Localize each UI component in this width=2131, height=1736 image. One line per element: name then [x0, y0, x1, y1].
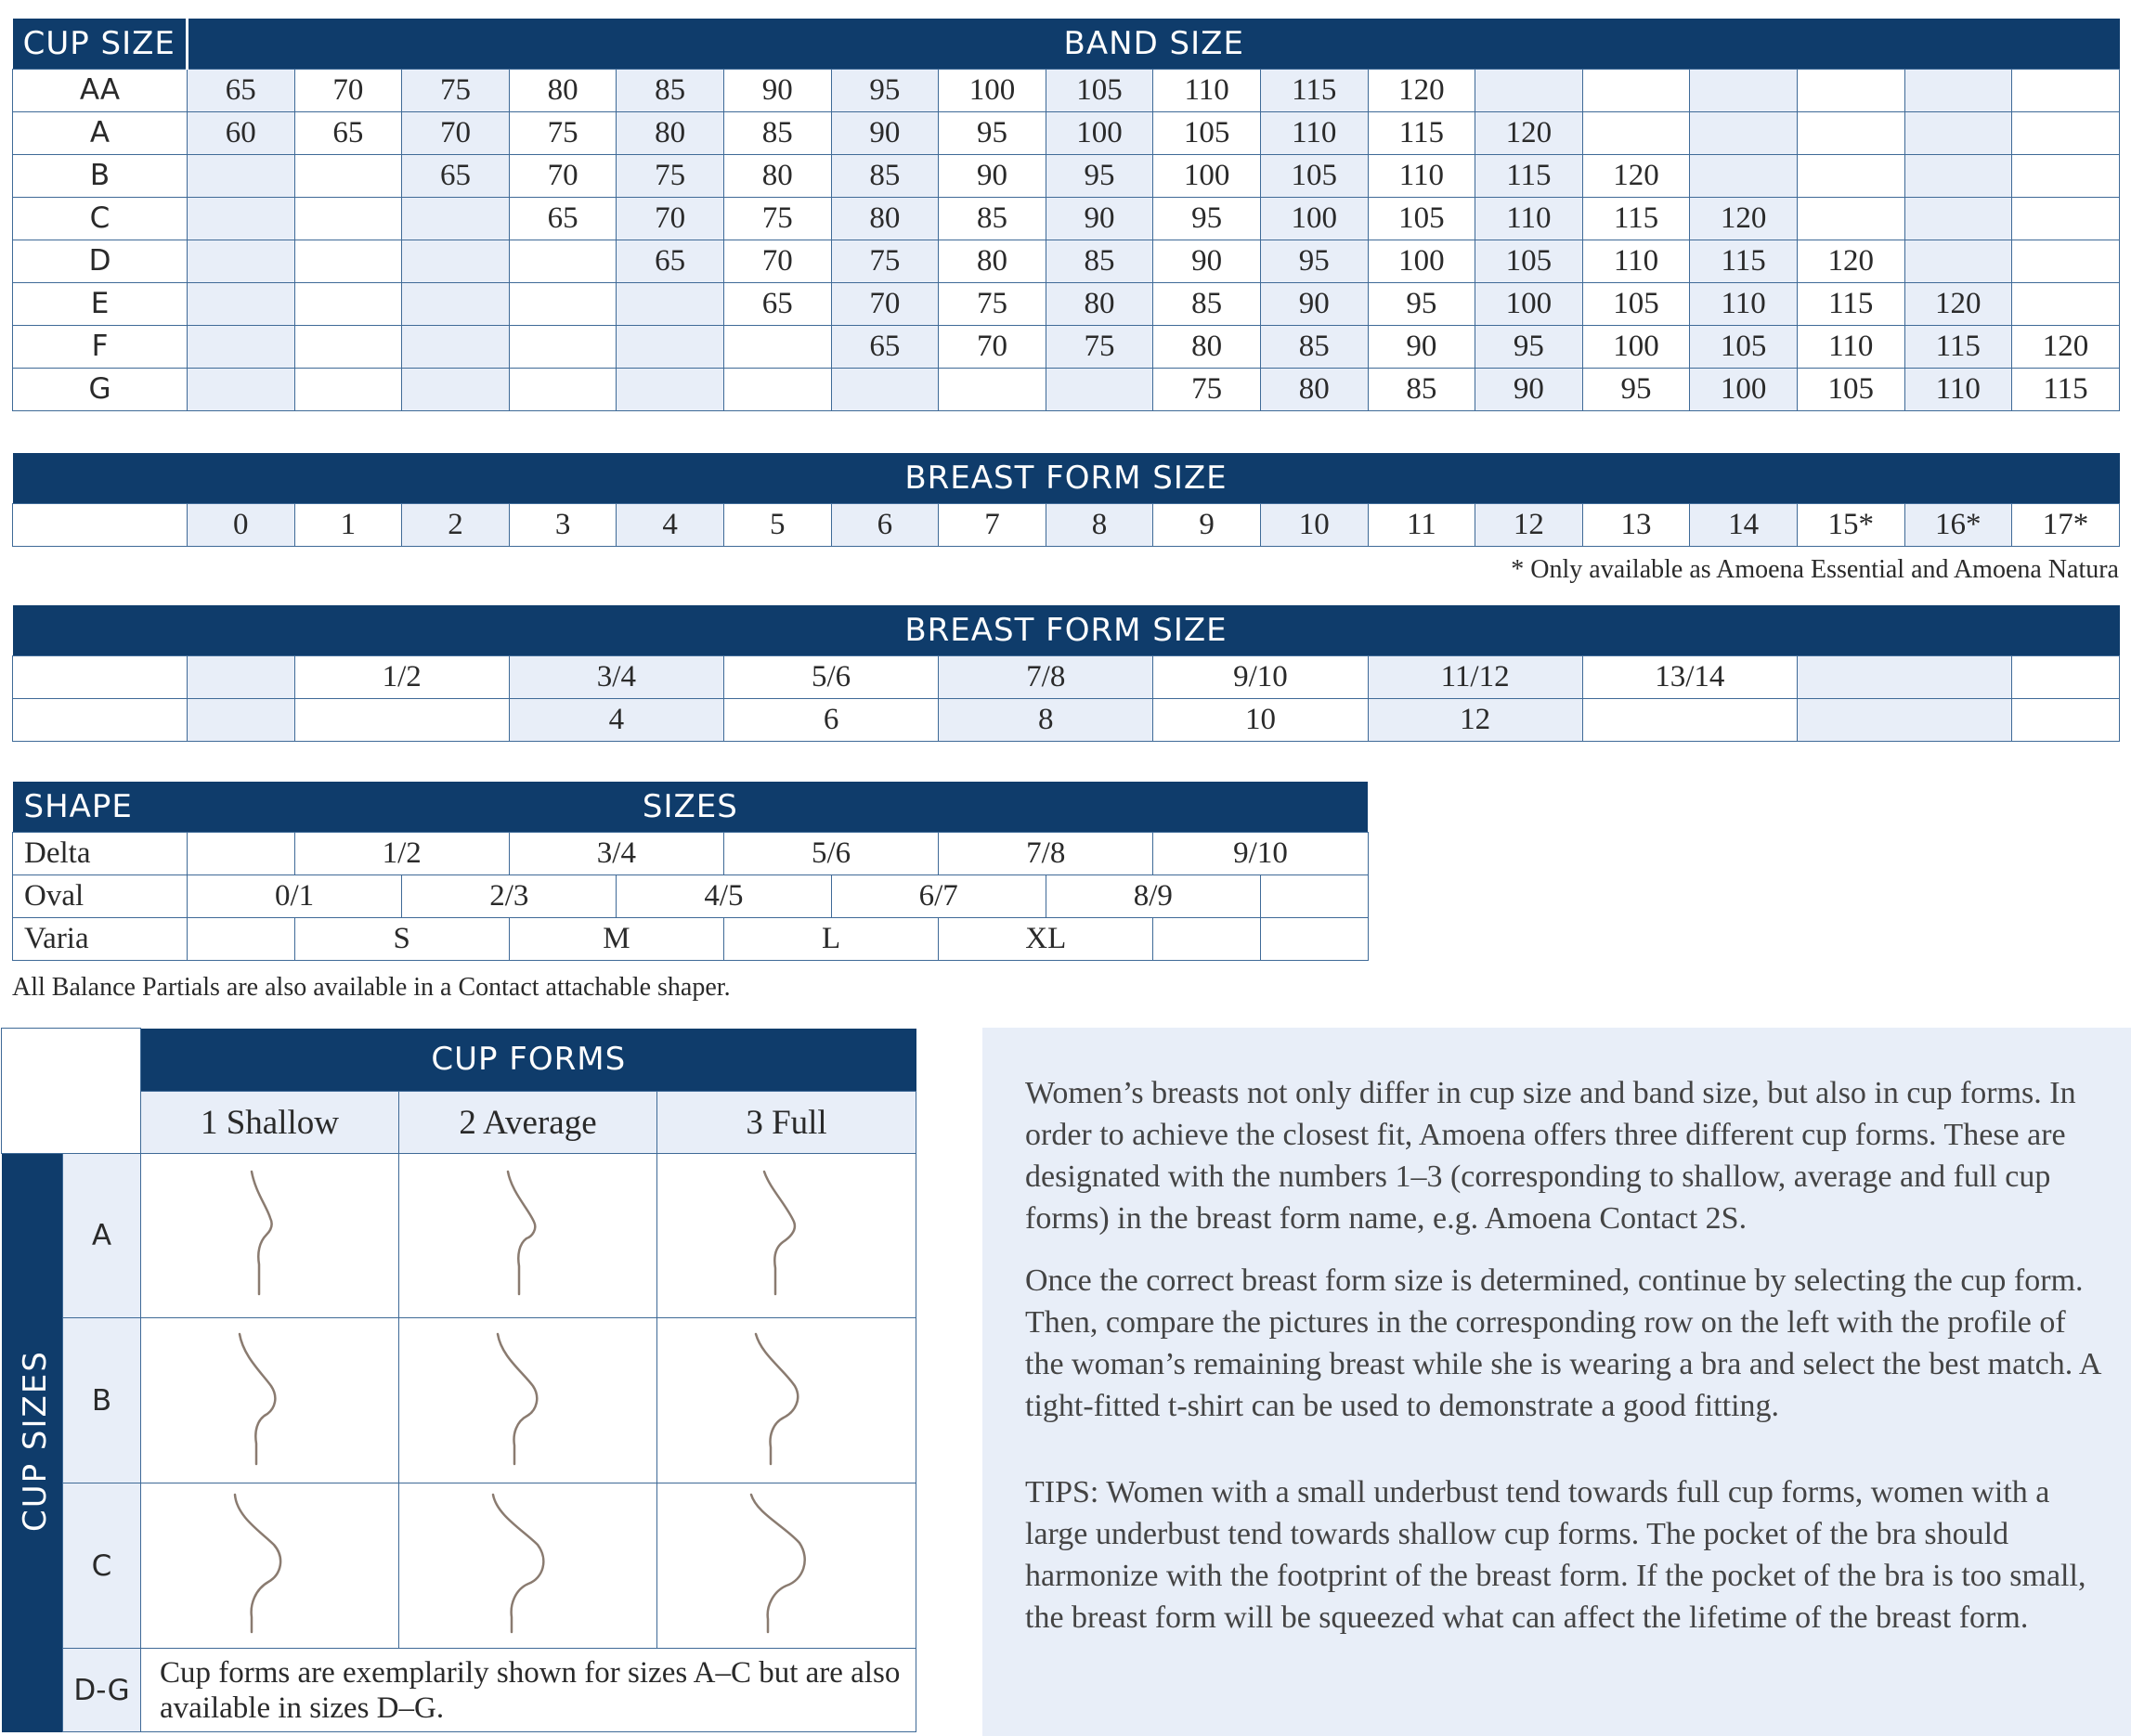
band-cell: 65	[723, 282, 831, 325]
band-cell: 90	[1046, 197, 1153, 240]
band-cell: 90	[1260, 282, 1368, 325]
profile-c-average-icon	[482, 1489, 575, 1638]
band-cell	[402, 325, 510, 368]
band-cell: 120	[1797, 240, 1904, 282]
breast-form-size-header: BREAST FORM SIZE	[13, 453, 2120, 503]
cup-sizes-side-label: CUP SIZES	[17, 1350, 54, 1532]
band-cell: 100	[1046, 111, 1153, 154]
band-cell: 95	[1153, 197, 1261, 240]
delta-size: 3/4	[509, 832, 723, 874]
band-cell: 75	[1153, 368, 1261, 410]
single-size: 4	[509, 698, 723, 741]
pair-size: 7/8	[939, 655, 1153, 698]
varia-size: M	[509, 917, 723, 960]
blank-cell	[1582, 698, 1797, 741]
blank-cell	[188, 698, 295, 741]
band-cell: 85	[617, 69, 724, 111]
single-size: 6	[723, 698, 938, 741]
band-cell	[1046, 368, 1153, 410]
band-cell	[1690, 69, 1798, 111]
blank-cell	[13, 655, 188, 698]
varia-size: S	[294, 917, 509, 960]
form-size-cell: 2	[402, 503, 510, 546]
form-size-cell: 13	[1582, 503, 1690, 546]
band-cell: 120	[1904, 282, 2012, 325]
form-size-cell: 11	[1368, 503, 1475, 546]
band-cell: 75	[1046, 325, 1153, 368]
profile-a-average-icon	[491, 1164, 565, 1303]
band-cell	[1797, 69, 1904, 111]
band-cell	[509, 282, 617, 325]
band-cell: 90	[831, 111, 939, 154]
band-cell	[509, 240, 617, 282]
band-cell: 100	[1153, 154, 1261, 197]
band-cell	[294, 240, 402, 282]
band-cell: 75	[402, 69, 510, 111]
pair-size: 1/2	[294, 655, 509, 698]
form-size-cell: 6	[831, 503, 939, 546]
band-cell	[1904, 154, 2012, 197]
band-cell	[1475, 69, 1583, 111]
profile-c-shallow	[141, 1483, 399, 1649]
band-cell	[723, 325, 831, 368]
profile-a-average	[399, 1154, 657, 1318]
cup-label: B	[13, 154, 188, 197]
band-cell: 95	[1582, 368, 1690, 410]
pair-size: 11/12	[1368, 655, 1582, 698]
breast-form-conversion-table	[12, 605, 2120, 742]
cup-label: A	[13, 111, 188, 154]
band-cell: 75	[509, 111, 617, 154]
delta-size: 9/10	[1153, 832, 1368, 874]
band-cell: 100	[1260, 197, 1368, 240]
profile-b-shallow-icon	[228, 1328, 312, 1468]
band-cell: 110	[1690, 282, 1798, 325]
band-cell: 120	[1582, 154, 1690, 197]
band-cell	[188, 368, 295, 410]
column-full: 3 Full	[657, 1092, 916, 1154]
band-cell: 110	[1368, 154, 1475, 197]
band-cell: 70	[402, 111, 510, 154]
oval-size: 4/5	[617, 874, 831, 917]
band-cell: 95	[1260, 240, 1368, 282]
band-cell: 75	[617, 154, 724, 197]
cup-forms-table	[1, 1028, 916, 1732]
band-cell: 80	[831, 197, 939, 240]
band-cell: 85	[723, 111, 831, 154]
oval-size: 0/1	[188, 874, 402, 917]
band-cell: 110	[1260, 111, 1368, 154]
band-cell	[188, 282, 295, 325]
form-size-cell: 14	[1690, 503, 1798, 546]
form-size-cell: 10	[1260, 503, 1368, 546]
profile-b-full-icon	[745, 1328, 828, 1468]
form-size-cell: 0	[188, 503, 295, 546]
varia-size: XL	[939, 917, 1153, 960]
band-row	[13, 111, 2120, 154]
blank-cell	[1260, 917, 1368, 960]
band-row	[13, 325, 2120, 368]
band-cell	[1904, 111, 2012, 154]
cup-label: G	[13, 368, 188, 410]
delta-size: 1/2	[294, 832, 509, 874]
corner-cell	[2, 1029, 141, 1154]
profile-a-shallow	[141, 1154, 399, 1318]
band-cell: 120	[1690, 197, 1798, 240]
band-cell	[1690, 154, 1798, 197]
band-cell: 115	[1475, 154, 1583, 197]
shape-label-varia: Varia	[13, 917, 188, 960]
band-cell: 95	[1046, 154, 1153, 197]
cup-label: AA	[13, 69, 188, 111]
profile-b-average	[399, 1318, 657, 1483]
cup-label: E	[13, 282, 188, 325]
empty-label-cell	[13, 503, 188, 546]
band-cell	[402, 240, 510, 282]
band-cell: 100	[1368, 240, 1475, 282]
band-cell: 80	[617, 111, 724, 154]
band-cell: 90	[939, 154, 1046, 197]
band-cell: 95	[1368, 282, 1475, 325]
band-cell: 80	[723, 154, 831, 197]
band-cell	[294, 325, 402, 368]
blank-cell	[1797, 698, 2011, 741]
pair-size: 13/14	[1582, 655, 1797, 698]
band-cell: 85	[1368, 368, 1475, 410]
band-cell: 115	[1690, 240, 1798, 282]
band-cell: 70	[294, 69, 402, 111]
band-cell: 80	[939, 240, 1046, 282]
band-cell: 65	[509, 197, 617, 240]
band-cell	[831, 368, 939, 410]
band-cell: 75	[939, 282, 1046, 325]
band-cell: 110	[1475, 197, 1583, 240]
varia-size: L	[723, 917, 938, 960]
band-cell	[188, 154, 295, 197]
band-row	[13, 368, 2120, 410]
band-cell: 70	[723, 240, 831, 282]
form-size-cell: 16*	[1904, 503, 2012, 546]
band-cell: 60	[188, 111, 295, 154]
band-cell: 80	[1260, 368, 1368, 410]
footnote-availability: * Only available as Amoena Essential and Amoena Natura	[1511, 555, 2119, 584]
profile-c-average	[399, 1483, 657, 1649]
band-cell: 85	[1153, 282, 1261, 325]
blank-cell	[188, 832, 295, 874]
blank-cell	[188, 917, 295, 960]
band-cell: 65	[402, 154, 510, 197]
band-cell	[402, 368, 510, 410]
blank-cell	[2012, 655, 2120, 698]
profile-a-full	[657, 1154, 916, 1318]
form-size-cell: 3	[509, 503, 617, 546]
band-cell: 85	[1260, 325, 1368, 368]
band-cell: 95	[939, 111, 1046, 154]
band-cell: 120	[2012, 325, 2120, 368]
row-label-b: B	[63, 1318, 141, 1483]
band-cell: 120	[1475, 111, 1583, 154]
cup-size-header: CUP SIZE	[13, 19, 188, 69]
band-cell: 95	[831, 69, 939, 111]
band-cell: 75	[831, 240, 939, 282]
column-average: 2 Average	[399, 1092, 657, 1154]
band-cell: 80	[509, 69, 617, 111]
band-cell	[402, 282, 510, 325]
band-cell	[617, 368, 724, 410]
band-cell	[1904, 69, 2012, 111]
band-cell: 85	[939, 197, 1046, 240]
band-cell: 115	[2012, 368, 2120, 410]
band-cell	[723, 368, 831, 410]
band-cell: 100	[939, 69, 1046, 111]
band-cell: 75	[723, 197, 831, 240]
band-cell	[188, 325, 295, 368]
blank-cell	[1153, 917, 1261, 960]
band-cell	[294, 368, 402, 410]
band-cell	[188, 240, 295, 282]
band-row	[13, 154, 2120, 197]
single-size: 10	[1153, 698, 1368, 741]
shape-header: SHAPE	[13, 782, 188, 832]
band-cell	[188, 197, 295, 240]
cup-label: C	[13, 197, 188, 240]
shape-label-delta: Delta	[13, 832, 188, 874]
info-paragraph-2: Once the correct breast form size is determined, continue by selecting the cup form. Then, compare the pictures in the corresponding row on the left with the profile of the woman’s remaining breast while she is wearing a bra and select the best match. A tight-fitted t-shirt can be used to demonstrate a good fitting.	[1025, 1263, 2100, 1423]
delta-size: 7/8	[939, 832, 1153, 874]
band-cell	[1582, 69, 1690, 111]
band-cell: 80	[1153, 325, 1261, 368]
band-cell: 115	[1260, 69, 1368, 111]
blank-cell	[1260, 874, 1368, 917]
band-cell	[294, 154, 402, 197]
oval-size: 2/3	[402, 874, 617, 917]
band-cell	[402, 197, 510, 240]
cup-label: D	[13, 240, 188, 282]
form-size-cell: 15*	[1797, 503, 1904, 546]
band-cell: 105	[1153, 111, 1261, 154]
breast-form-size-table	[12, 453, 2120, 547]
shape-label-oval: Oval	[13, 874, 188, 917]
info-paragraph-1: Women’s breasts not only differ in cup size and band size, but also in cup forms. In order to achieve the closest fit, Amoena offers three different cup forms. These are designated with the numbers 1–3 (corresponding to shallow, average and full cup forms) in the breast form name, e.g. Amoena Contact 2S.	[1025, 1076, 2076, 1236]
band-cell: 90	[723, 69, 831, 111]
blank-cell	[294, 698, 509, 741]
cup-forms-title: CUP FORMS	[141, 1029, 916, 1092]
single-size: 8	[939, 698, 1153, 741]
band-cell: 120	[1368, 69, 1475, 111]
info-paragraph-3: TIPS: Women with a small underbust tend towards full cup forms, women with a large underbust tend towards shallow cup forms. The pocket of the bra should harmonize with the footprint of the breast form. If the pocket of the bra is too small, the breast form will be squeezed what can affect the lifetime of the breast form.	[1025, 1475, 2086, 1635]
band-cell: 115	[1797, 282, 1904, 325]
breast-form-size-header-2: BREAST FORM SIZE	[13, 605, 2120, 655]
band-cell: 65	[294, 111, 402, 154]
band-cell	[939, 368, 1046, 410]
sizes-header: SIZES	[188, 782, 1369, 832]
blank-cell	[188, 655, 295, 698]
form-size-cell: 4	[617, 503, 724, 546]
band-cell: 105	[1046, 69, 1153, 111]
band-cell	[2012, 240, 2120, 282]
band-cell: 110	[1582, 240, 1690, 282]
band-cell	[509, 368, 617, 410]
profile-a-full-icon	[749, 1164, 824, 1303]
band-cell: 90	[1153, 240, 1261, 282]
band-cell: 65	[188, 69, 295, 111]
band-row	[13, 69, 2120, 111]
form-size-cell: 8	[1046, 503, 1153, 546]
oval-size: 6/7	[831, 874, 1046, 917]
blank-cell	[2012, 698, 2120, 741]
band-cell	[617, 325, 724, 368]
form-size-cell: 12	[1475, 503, 1583, 546]
profile-c-full	[657, 1483, 916, 1649]
band-size-table	[12, 19, 2120, 411]
pair-size: 9/10	[1153, 655, 1368, 698]
band-cell: 70	[509, 154, 617, 197]
band-cell: 90	[1368, 325, 1475, 368]
band-cell	[2012, 111, 2120, 154]
band-cell: 70	[617, 197, 724, 240]
blank-cell	[1797, 655, 2011, 698]
band-cell: 85	[831, 154, 939, 197]
band-cell: 100	[1690, 368, 1798, 410]
single-size: 12	[1368, 698, 1582, 741]
band-cell: 90	[1475, 368, 1583, 410]
band-cell	[1904, 240, 2012, 282]
band-cell: 115	[1582, 197, 1690, 240]
band-cell: 95	[1475, 325, 1583, 368]
band-cell: 110	[1904, 368, 2012, 410]
pair-size: 5/6	[723, 655, 938, 698]
band-row	[13, 197, 2120, 240]
band-cell: 70	[939, 325, 1046, 368]
delta-size: 5/6	[723, 832, 938, 874]
band-cell	[1797, 154, 1904, 197]
band-cell: 105	[1368, 197, 1475, 240]
band-cell: 100	[1582, 325, 1690, 368]
profile-b-average-icon	[487, 1328, 570, 1468]
shape-table	[12, 782, 1369, 961]
band-cell: 115	[1904, 325, 2012, 368]
profile-b-full	[657, 1318, 916, 1483]
band-cell: 65	[831, 325, 939, 368]
band-row	[13, 240, 2120, 282]
blank-cell	[13, 698, 188, 741]
band-cell	[294, 282, 402, 325]
band-cell: 85	[1046, 240, 1153, 282]
pair-size: 3/4	[509, 655, 723, 698]
band-cell: 105	[1690, 325, 1798, 368]
band-cell	[1690, 111, 1798, 154]
column-shallow: 1 Shallow	[141, 1092, 399, 1154]
profile-b-shallow	[141, 1318, 399, 1483]
form-size-cell: 9	[1153, 503, 1261, 546]
band-cell: 105	[1260, 154, 1368, 197]
band-cell	[1797, 197, 1904, 240]
band-cell: 110	[1153, 69, 1261, 111]
band-cell	[294, 197, 402, 240]
oval-size: 8/9	[1046, 874, 1260, 917]
profile-a-shallow-icon	[233, 1164, 307, 1303]
band-cell: 115	[1368, 111, 1475, 154]
band-cell: 80	[1046, 282, 1153, 325]
band-cell: 70	[831, 282, 939, 325]
band-cell	[509, 325, 617, 368]
band-cell: 110	[1797, 325, 1904, 368]
band-cell	[617, 282, 724, 325]
band-cell: 105	[1475, 240, 1583, 282]
row-label-d-g: D-G	[63, 1649, 141, 1732]
band-cell	[1582, 111, 1690, 154]
profile-c-shallow-icon	[224, 1489, 317, 1638]
band-row	[13, 282, 2120, 325]
band-cell	[2012, 154, 2120, 197]
form-size-cell: 5	[723, 503, 831, 546]
band-cell: 65	[617, 240, 724, 282]
band-cell	[2012, 282, 2120, 325]
band-cell: 100	[1475, 282, 1583, 325]
form-size-cell: 17*	[2012, 503, 2120, 546]
row-label-a: A	[63, 1154, 141, 1318]
form-size-cell: 1	[294, 503, 402, 546]
band-cell: 105	[1582, 282, 1690, 325]
profile-c-full-icon	[740, 1489, 833, 1638]
row-label-c: C	[63, 1483, 141, 1649]
band-cell	[2012, 69, 2120, 111]
cup-forms-note: Cup forms are exemplarily shown for sizes A–C but are also available in sizes D–G.	[141, 1649, 916, 1732]
band-size-header: BAND SIZE	[188, 19, 2120, 69]
band-cell	[1904, 197, 2012, 240]
band-cell	[1797, 111, 1904, 154]
band-cell: 105	[1797, 368, 1904, 410]
band-cell	[2012, 197, 2120, 240]
form-size-cell: 7	[939, 503, 1046, 546]
info-panel	[982, 1028, 2131, 1736]
cup-label: F	[13, 325, 188, 368]
balance-partials-note: All Balance Partials are also available in a Contact attachable shaper.	[12, 973, 731, 1002]
